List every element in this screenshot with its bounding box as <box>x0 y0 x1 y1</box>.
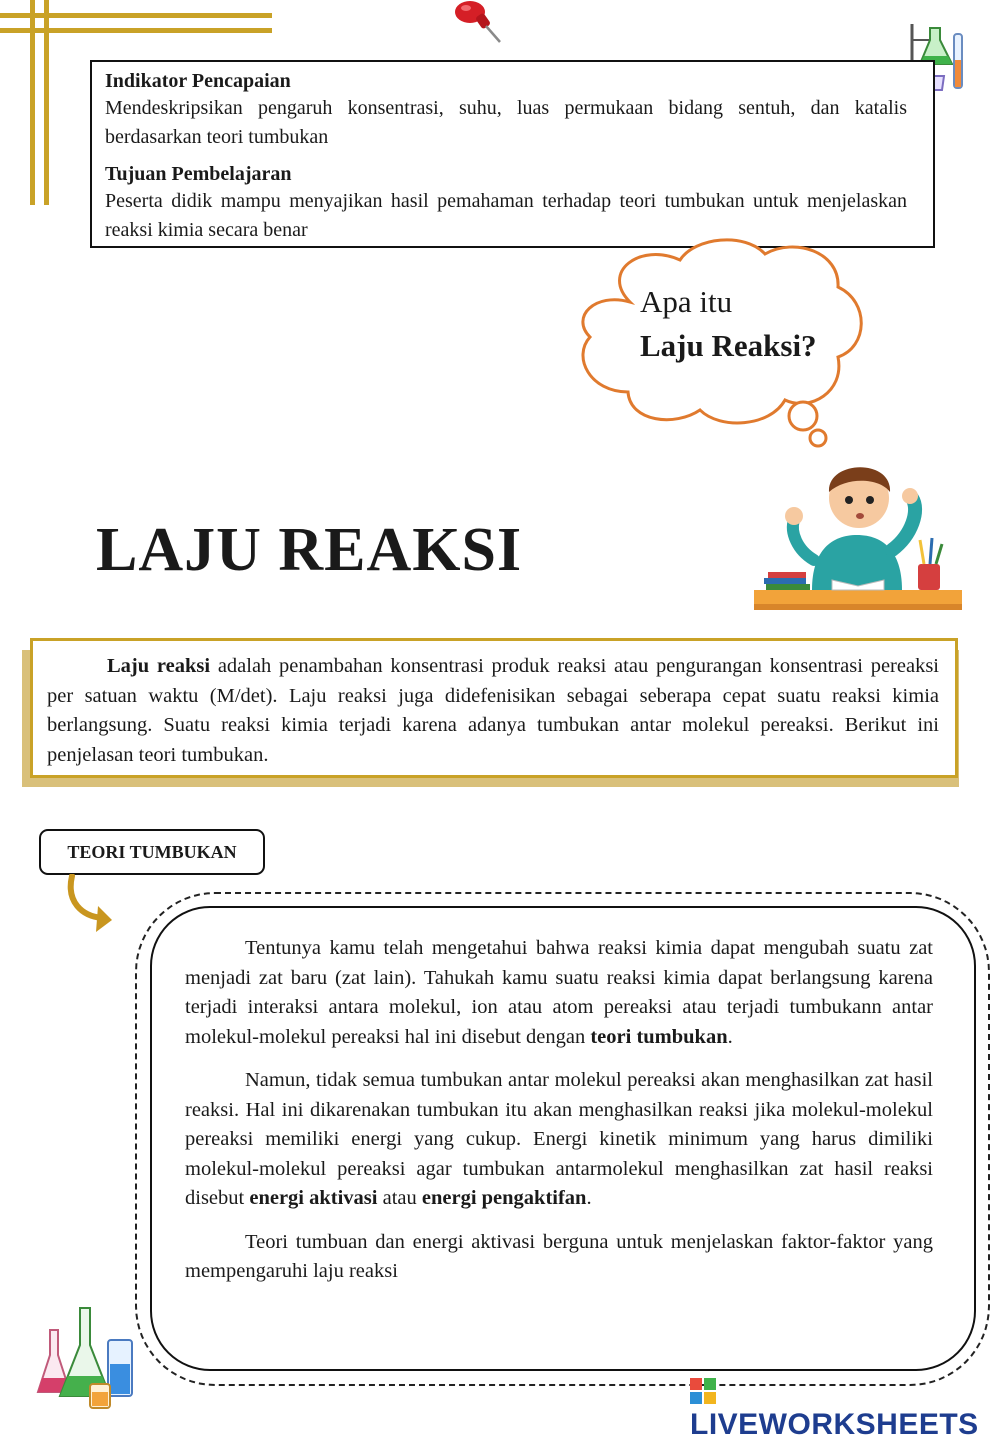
paragraph-1 <box>185 934 933 1052</box>
paragraph-1-text: Tentunya kamu telah mengetahui bahwa reaksi kimia dapat mengubah suatu zat menjadi zat baru (zat lain). Tahukah kamu suatu reaksi kimia dapat berlangsung karena terjadi interaksi antara molekul, ion atau atom pereaksi atau terjadi tumbukann antar molekul-molekul pereaksi hal ini disebut dengan <box>185 937 933 1048</box>
goal-heading: Tujuan Pembelajaran <box>105 163 292 185</box>
pushpin-icon <box>448 0 504 46</box>
paragraph-3: Teori tumbuan dan energi aktivasi berguna untuk menjelaskan faktor-faktor yang mempengaruhi laju reaksi <box>185 1230 933 1282</box>
paragraph-2-text: Namun, tidak semua tumbukan antar molekul pereaksi akan menghasilkan zat hasil reaksi. Hal ini dikarenakan tumbukan itu akan menghasilkan reaksi jika molekul-molekul pereaksi memiliki energi yang cukup. Energi kinetik minimum yang harus dimiliki molekul-molekul pereaksi agar tumbukan antarmolekul menghasilkan zat hasil reaksi disebut <box>185 1069 933 1209</box>
section-label: TEORI TUMBUKAN <box>39 829 265 875</box>
goal-text: Peserta didik mampu menyajikan hasil pemahaman terhadap teori tumbukan untuk menjelaskan reaksi kimia secara benar <box>105 190 907 241</box>
watermark <box>690 1374 1000 1442</box>
curved-arrow-icon <box>64 874 116 936</box>
thought-text <box>640 280 860 368</box>
definition-box <box>30 638 958 778</box>
flasks-illustration <box>30 1300 140 1410</box>
term-teori-tumbukan: teori tumbukan <box>590 1025 728 1048</box>
watermark-text: LIVEWORKSHEETS <box>690 1408 979 1441</box>
thinking-student-illustration <box>752 440 964 612</box>
decor-line <box>0 28 272 33</box>
liveworksheets-logo-icon <box>690 1378 718 1406</box>
paragraph-2-mid: atau <box>377 1187 422 1209</box>
indicator-text: Mendeskripsikan pengaruh konsentrasi, suhu, luas permukaan bidang sentuh, dan katalis berdasarkan teori tumbukan <box>105 97 907 148</box>
term-energi-aktivasi: energi aktivasi <box>249 1187 378 1209</box>
definition-text: adalah penambahan konsentrasi produk reaksi atau pengurangan konsentrasi pereaksi per satuan waktu (M/det). Laju reaksi juga didefenisikan sebagai seberapa cepat suatu reaksi kimia berlangsung. Suatu reaksi kimia terjadi karena adanya tumbukan antar molekul pereaksi. Berikut ini penjelasan teori tumbukan. <box>47 655 939 766</box>
paragraph-1-end: . <box>727 1025 733 1048</box>
decor-line <box>30 0 35 205</box>
indicator-box <box>90 60 935 248</box>
paragraph-2 <box>185 1066 933 1214</box>
paragraph-2-end: . <box>586 1187 592 1209</box>
thought-line-2: Laju Reaksi? <box>640 328 817 363</box>
indicator-heading: Indikator Pencapaian <box>105 70 291 92</box>
definition-term: Laju reaksi <box>107 655 211 677</box>
content-text <box>185 934 933 1301</box>
decor-line <box>0 13 272 18</box>
page-title: LAJU REAKSI <box>96 516 523 584</box>
thought-line-1: Apa itu <box>640 284 733 319</box>
decor-line <box>44 0 49 205</box>
term-energi-pengaktifan: energi pengaktifan <box>421 1187 587 1209</box>
